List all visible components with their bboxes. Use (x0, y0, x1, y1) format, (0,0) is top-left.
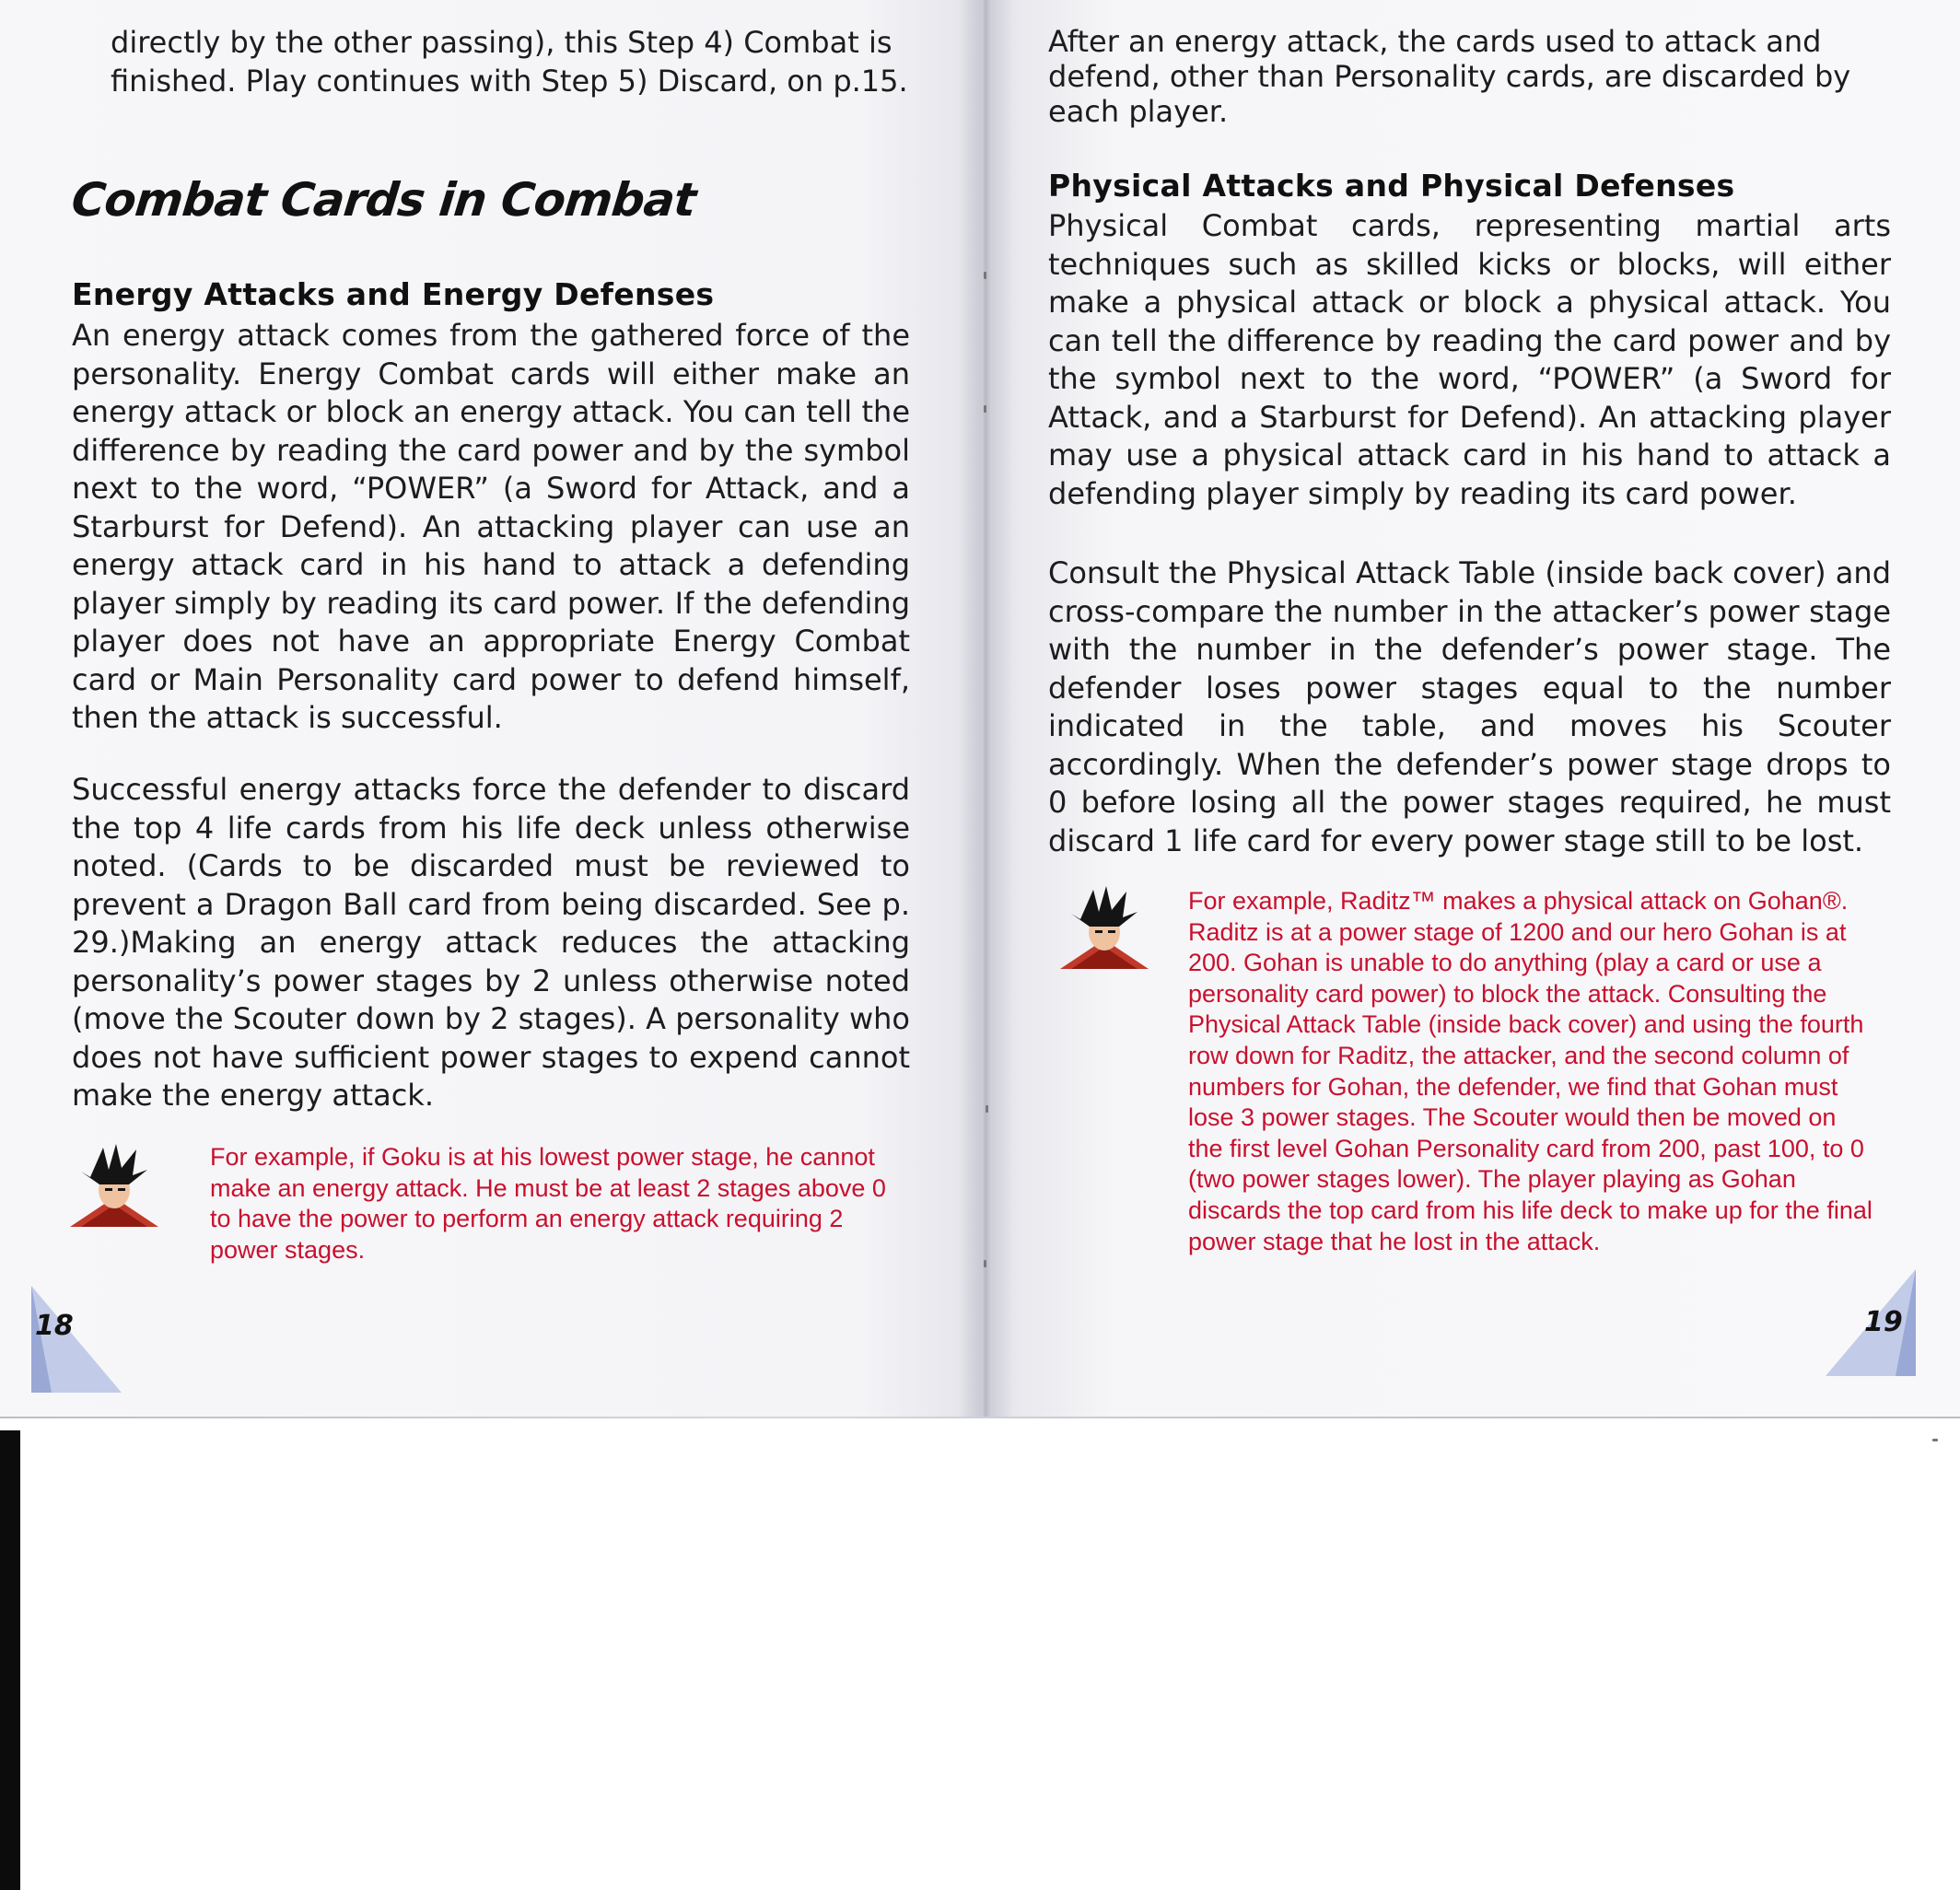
scan-speck (984, 1260, 986, 1267)
energy-heading: Energy Attacks and Energy Defenses (72, 276, 715, 312)
goku-portrait-icon (63, 1142, 166, 1234)
right-page (1048, 0, 1903, 1382)
scan-speck (984, 272, 986, 279)
right-intro: After an energy attack, the cards used to attack and defend, other than Personality cards, are discarded by each player. (1048, 24, 1851, 129)
scan-speck (1932, 1439, 1938, 1441)
physical-paragraph-1: Physical Combat cards, representing martial arts techniques such as skilled kicks or blocks, will either make a physical attack or block a physical attack. You can tell the difference by reading the card power and by the symbol next to the word, “POWER” (a Sword for Attack, and a Starburst for Defend). An attacking player may use a physical attack card in his hand to attack a defending player simply by reading its card power. (1048, 208, 1891, 511)
left-page-number-tab (24, 1286, 125, 1396)
energy-paragraph-2: Successful energy attacks force the defender to discard the top 4 life cards from his life deck unless otherwise noted. (Cards to be discarded must be reviewed to prevent a Dragon Ball card from being discarded. See p. 29.)Making an energy attack reduces the attacking personality’s power stages by 2 unless otherwise noted (move the Scouter down by 2 stages). A personality who does not have sufficient power stages to expend cannot make the energy attack. (72, 772, 910, 1113)
energy-paragraph-1: An energy attack comes from the gathered force of the personality. Energy Combat cards will either make an energy attack or block an energy attack. You can tell the difference by reading the card power and by the symbol next to the word, “POWER” (a Sword for Attack, and a Starburst for Defend). An attacking player can use an energy attack card in his hand to attack a defending player simply by reading its card power. If the defending player does not have an appropriate Energy Combat card or Main Personality card power to defend himself, then the attack is successful. (72, 318, 910, 735)
left-page-number: 18 (35, 1310, 74, 1342)
right-page-number: 19 (1864, 1306, 1903, 1338)
physical-heading: Physical Attacks and Physical Defenses (1048, 168, 1735, 204)
book-gutter (958, 0, 1013, 1418)
physical-paragraph-2: Consult the Physical Attack Table (inside back cover) and cross-compare the number in the attacker’s power stage with the number in the defender’s power stage. The defender loses power stages equal to the number indicated in the table, and moves his Scouter accordingly. When the defender’s power stage drops to 0 before losing all the power stages required, he must discard 1 life card for every power stage still to be lost. (1048, 555, 1891, 858)
left-page (35, 0, 910, 1382)
right-example: For example, Raditz™ makes a physical attack on Gohan®. Raditz is at a power stage of 1200 and our hero Gohan is at 200. Gohan is unable to do anything (play a card or use a personality card power) to block the attack. Consulting the Physical Attack Table (inside back cover) and using the fourth row down for Raditz, the attacker, and the second column of numbers for Gohan, the defender, we find that Gohan must lose 3 power stages. The Scouter would then be moved on the first level Gohan Personality card from 200, past 100, to 0 (two power stages lower). The player playing as Gohan discards the top card from his life deck to make up for the final power stage that he lost in the attack. (1188, 887, 1872, 1255)
scan-edge-strip (0, 1430, 20, 1890)
section-title: Combat Cards in Combat (68, 173, 698, 227)
scan-speck (984, 405, 986, 413)
scan-speck (986, 1105, 988, 1113)
right-page-number-tab (1822, 1269, 1923, 1380)
left-example: For example, if Goku is at his lowest power stage, he cannot make an energy attack. He must be at least 2 stages above 0 to have the power to perform an energy attack requiring 2 power stages. (210, 1143, 886, 1264)
scan-background (0, 1418, 1960, 1890)
goku-portrait-icon (1053, 884, 1156, 976)
left-intro: directly by the other passing), this Step 4) Combat is finished. Play continues with Step 5) Discard, on p.15. (111, 25, 908, 99)
